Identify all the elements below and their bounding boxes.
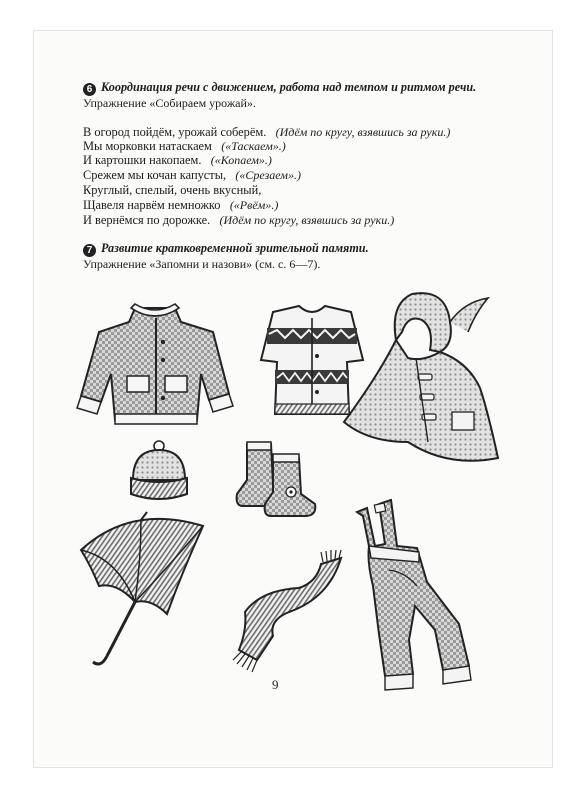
poem-line: В огород пойдём, урожай соберём. (Идём по кругу, взявшись за руки.) <box>83 125 451 139</box>
section-7-number: 7 <box>83 244 96 257</box>
poem-line: Круглый, спелый, очень вкусный, <box>83 183 262 197</box>
section-7-title: Развитие кратковременной зрительной памяти. <box>101 241 369 255</box>
overalls-icon <box>339 490 475 694</box>
cape-icon <box>338 292 506 476</box>
poem-line: И вернёмся по дорожке. (Идём по кругу, взявшись за руки.) <box>83 213 395 227</box>
section-6-exercise: Упражнение «Собираем урожай». <box>83 96 256 110</box>
section-7-exercise: Упражнение «Запомни и назови» (см. с. 6—7). <box>83 257 321 271</box>
section-7-heading <box>83 241 369 257</box>
section-6-heading <box>83 80 476 96</box>
poem-line: Щавеля нарвём немножко («Рвём».) <box>83 198 279 212</box>
poem-line: И картошки накопаем. («Копаем».) <box>83 153 272 167</box>
section-6-title: Координация речи с движением, работа над темпом и ритмом речи. <box>101 80 477 94</box>
boots-icon <box>227 440 327 518</box>
scarf-icon <box>209 550 359 674</box>
poem-line: Срежем мы кочан капусты, («Срезаем».) <box>83 168 301 182</box>
section-6-number: 6 <box>83 83 96 96</box>
page-number: 9 <box>272 677 279 692</box>
hat-icon <box>125 440 189 506</box>
umbrella-icon <box>71 510 217 672</box>
book-page <box>33 30 553 768</box>
coat-icon <box>75 302 237 430</box>
poem-line: Мы морковки натаскаем («Таскаем».) <box>83 139 286 153</box>
